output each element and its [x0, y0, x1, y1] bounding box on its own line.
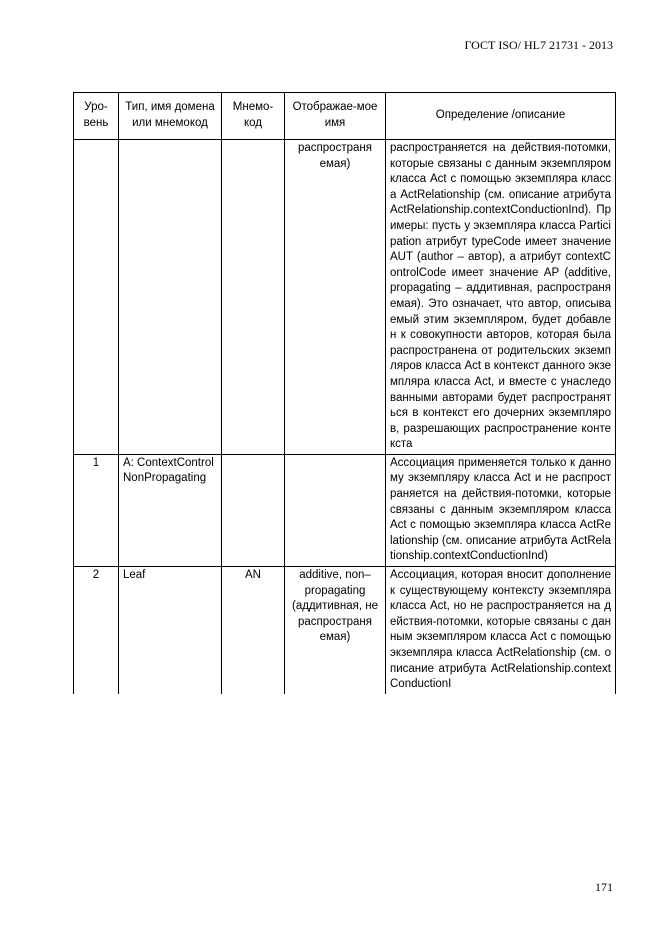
table-row: [74, 454, 616, 566]
cell-code: AN: [222, 567, 285, 694]
cell-level: 2: [74, 567, 119, 694]
col-header-code: Мнемо-код: [222, 93, 285, 140]
cell-display-name: additive, non–propagating (аддитивная, не распространя емая): [285, 567, 386, 694]
table-row: [74, 140, 616, 455]
col-header-display-name: Отображае-мое имя: [285, 93, 386, 140]
cell-type: [119, 140, 222, 455]
cell-level: [74, 140, 119, 455]
col-header-level: Уро-вень: [74, 93, 119, 140]
document-header: ГОСТ ISO/ HL7 21731 - 2013: [464, 38, 613, 52]
cell-type: Leaf: [119, 567, 222, 694]
cell-type: A: ContextControlNonPropagating: [119, 454, 222, 566]
cell-display-name: [285, 454, 386, 566]
col-header-definition: Определение /описание: [386, 93, 616, 140]
cell-code: [222, 140, 285, 455]
table-header-row: [74, 93, 616, 140]
cell-definition: Ассоциация, которая вносит дополнение к существующему контексту экземпляра класса Act, но не распространяется на действия-потомки, которые связаны с данным экземпляром класса Act с помощью экземпляра класса ActRelationship (см. описание атрибута ActRelationship.contextConductionI: [386, 567, 616, 694]
col-header-type: Тип, имя домена или мнемокод: [119, 93, 222, 140]
cell-level: 1: [74, 454, 119, 566]
cell-definition: Ассоциация применяется только к данному экземпляру класса Act и не распространяется на действия-потомки, которые связаны с данным экземпляром класса Act с помощью экземпляра класса ActRelationship (см. описание атрибута ActRelationship.contextConductionInd): [386, 454, 616, 566]
cell-definition: распространяется на действия-потомки, которые связаны с данным экземпляром класса Act с помощью экземпляра класса ActRelationship (см. описание атрибута ActRelationship.contextConductionInd). Примеры: пусть у экземпляра класса Participation атрибут typeCode имеет значение AUT (author – автор), а атрибут contextControlCode имеет значение AP (additive, propagating – аддитивная, распространяемая). Это означает, что автор, описываемый этим экземпляром, будет добавлен к совокупности авторов, которая была распространена от родительских экземпляров класса Act в контекст данного экземпляра класса Act, и вместе с унаследованными авторами будет распространяться в контекст его дочерних экземпляров, разрешающих распространение контекста: [386, 140, 616, 455]
table-row: [74, 567, 616, 694]
page-number: 171: [595, 880, 613, 894]
cell-code: [222, 454, 285, 566]
definitions-table: [73, 92, 616, 694]
cell-display-name: распространя емая): [285, 140, 386, 455]
